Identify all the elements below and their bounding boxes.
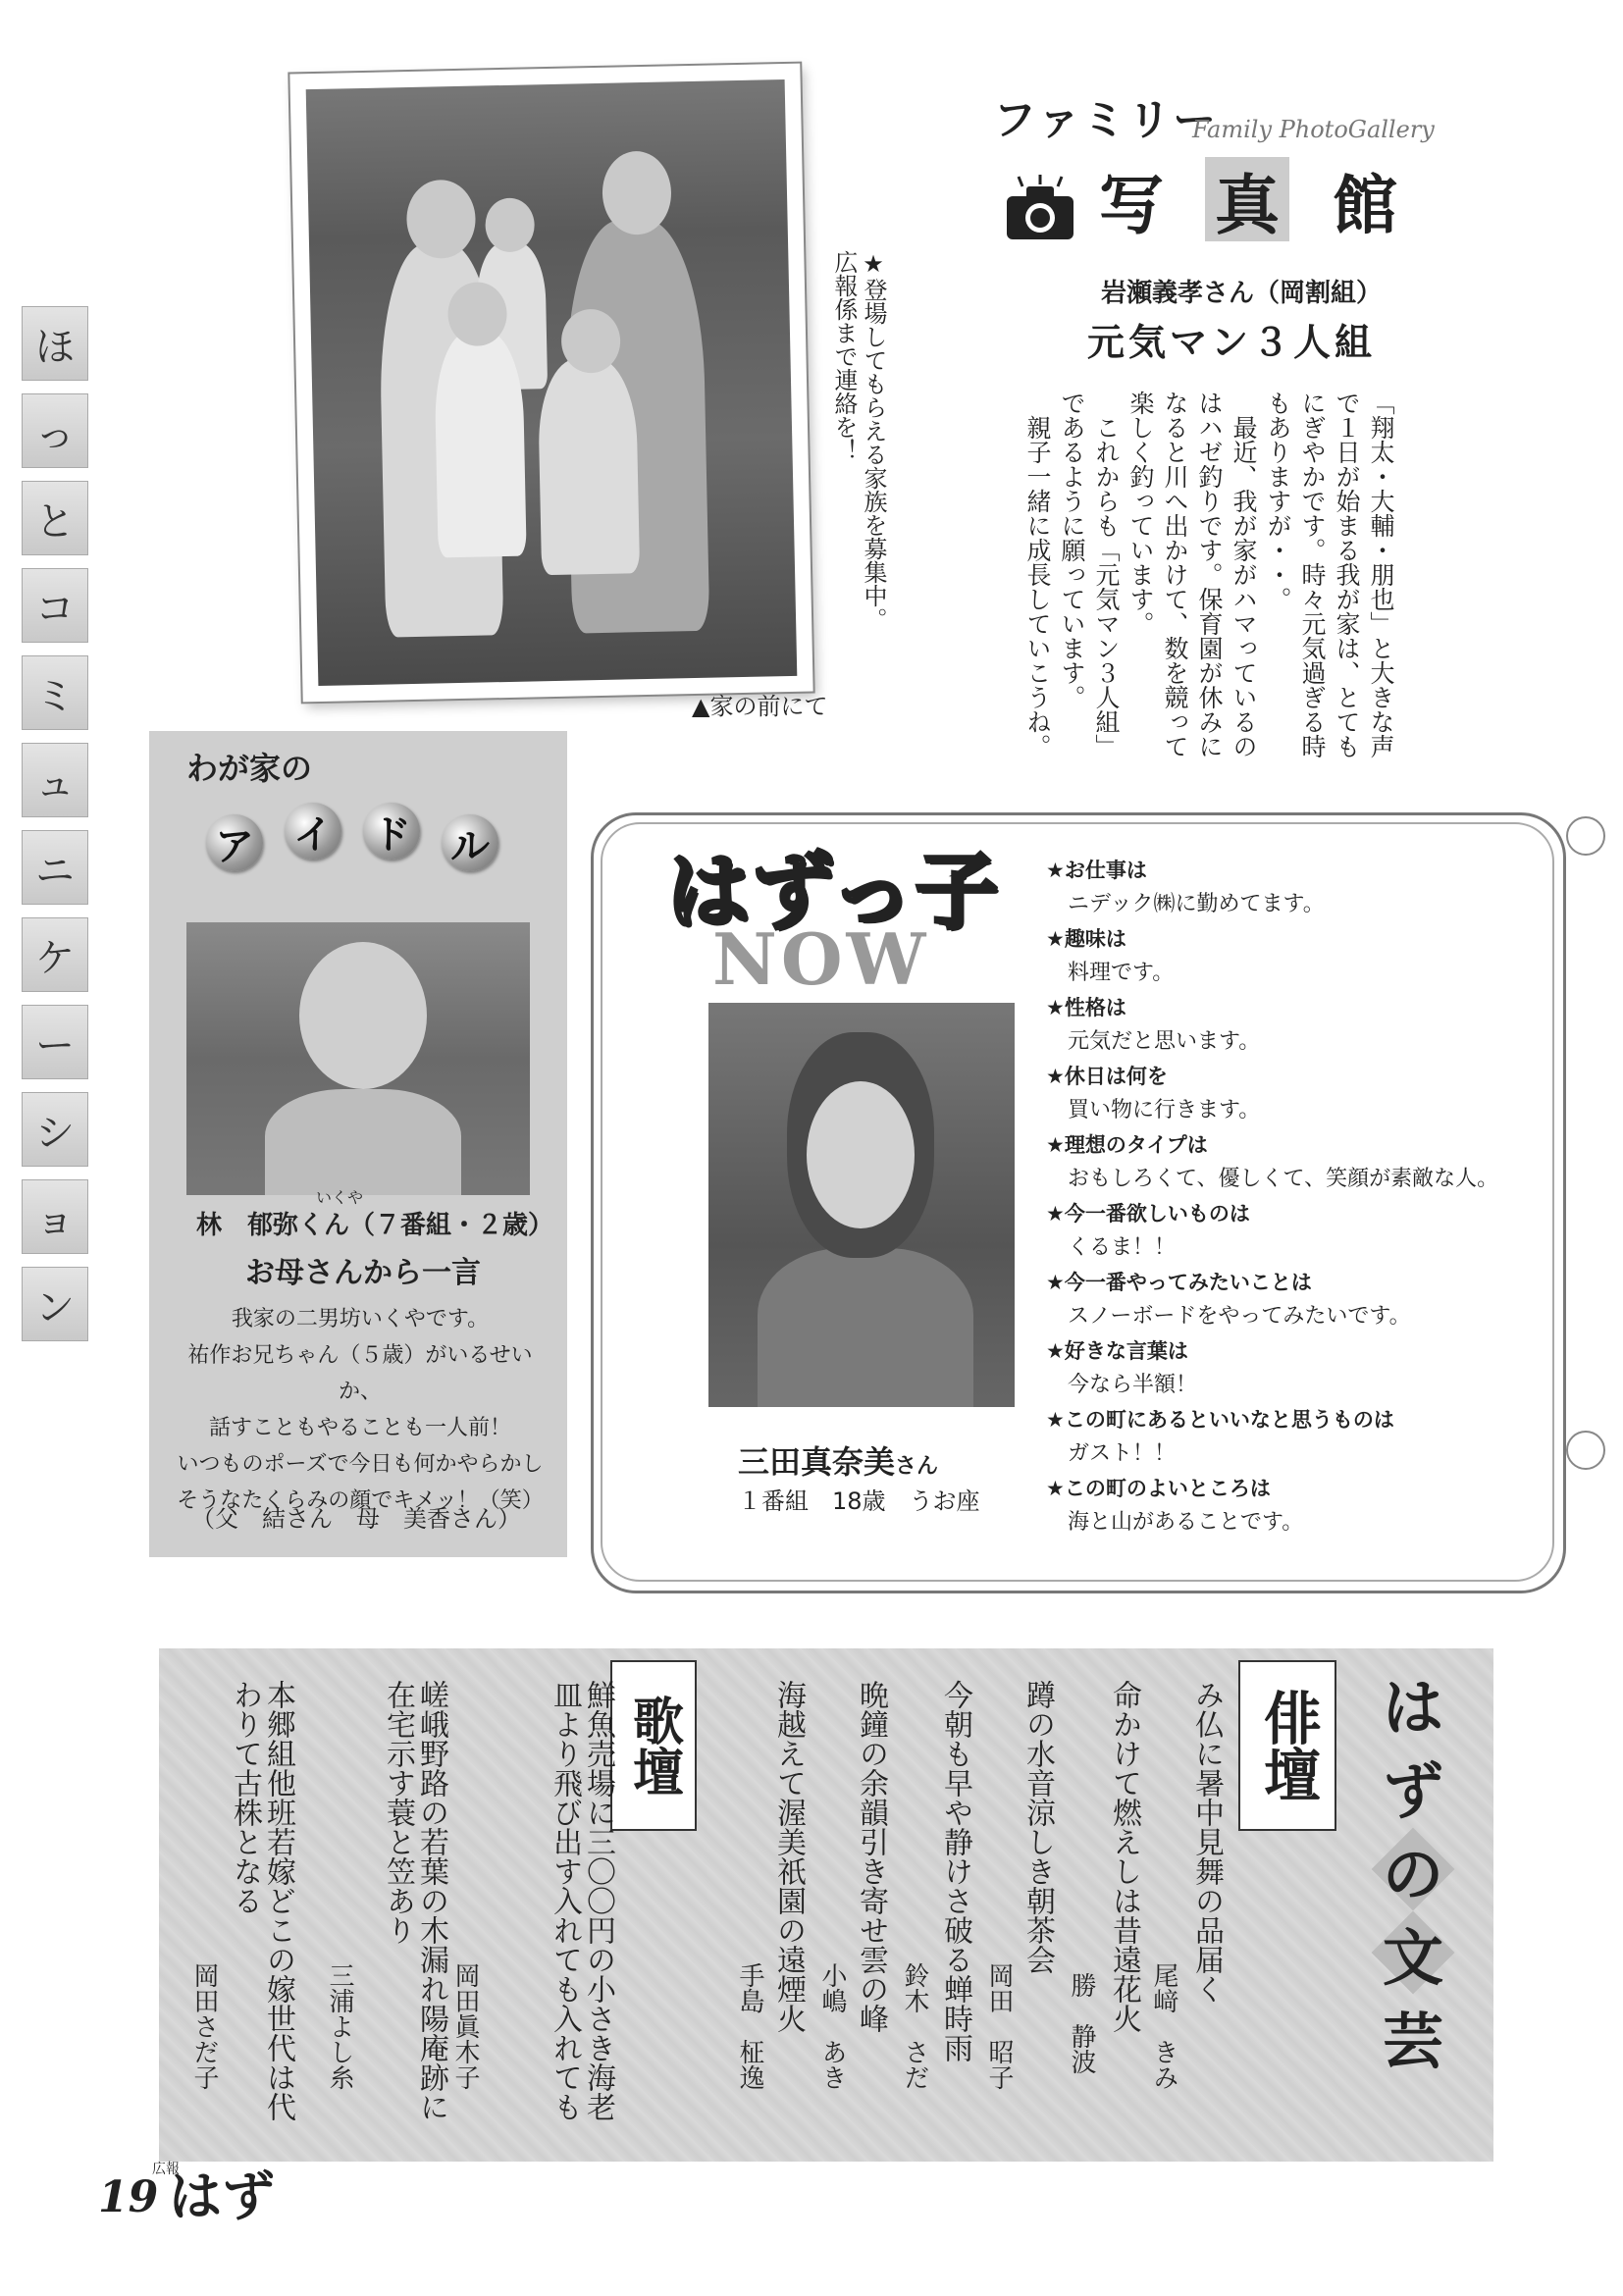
qa-question: ★今一番やってみたいことは — [1046, 1271, 1312, 1294]
haiku-poem: 今朝も早や静けさ破る蝉時雨 — [938, 1680, 972, 2062]
binder-hole — [1566, 816, 1605, 856]
family-photo-frame — [289, 64, 812, 703]
qa-answer: 買い物に行きます。 — [1068, 1098, 1261, 1122]
family-title-big-char: 真 — [1205, 157, 1289, 241]
bungei-title-char: 文 — [1383, 1921, 1444, 1994]
idol-name: 林 郁弥くん（７番組・２歳） — [196, 1211, 554, 1240]
head-father — [406, 180, 477, 259]
side-tab: と — [22, 481, 88, 555]
haiku-author: 岡田 昭子 — [984, 1962, 1014, 2090]
hazukko-name-suffix: さん — [895, 1454, 939, 1479]
idol-title-char: ド — [363, 803, 420, 860]
idol-comment: 我家の二男坊いくやです。 祐作お兄ちゃん（５歳）がいるせいか、 話すこともやることも一人前！ いつものポーズで今日も何かやらかしそうなたくらみの顔でキメッ！（笑） — [177, 1307, 544, 1513]
side-tab: ニ — [22, 830, 88, 905]
qa-question: ★好きな言葉は — [1046, 1339, 1188, 1363]
family-title-en: Family PhotoGallery — [1192, 116, 1435, 143]
qa-question: ★休日は何を — [1046, 1065, 1168, 1088]
hazukko-info: １番組 18歳 うお座 — [738, 1487, 980, 1515]
idol-title-char: ア — [206, 814, 263, 871]
qa-answer: ニデック㈱に勤めてます。 — [1068, 892, 1325, 916]
side-tab: ン — [22, 1267, 88, 1341]
tanka-author: 岡田さだ子 — [189, 1962, 219, 2090]
haiku-author: 小嶋 あき — [817, 1962, 847, 2090]
haiku-author: 手島 柾逸 — [735, 1962, 764, 2090]
qa-question: ★今一番欲しいものは — [1046, 1202, 1250, 1226]
idol-photo — [186, 922, 530, 1195]
qa-answer: ガスト！！ — [1068, 1441, 1177, 1466]
haiku-poem: 晩鐘の余韻引き寄せ雲の峰 — [854, 1680, 888, 2033]
idol-parents: （父 結さん 母 美香さん） — [191, 1505, 521, 1533]
bungei-title-char: の — [1383, 1838, 1444, 1910]
family-photo-caption: ▲家の前にて — [692, 693, 828, 720]
bungei-title-char: ず — [1383, 1754, 1444, 1827]
qa-question: ★この町のよいところは — [1046, 1477, 1271, 1500]
qa-answer: くるま！！ — [1068, 1235, 1177, 1260]
head-child — [485, 197, 535, 252]
qa-question: ★性格は — [1046, 996, 1126, 1019]
qa-answer: スノーボードをやってみたいです。 — [1068, 1304, 1411, 1329]
bungei-title-char: 芸 — [1383, 2005, 1444, 2077]
side-tab: ー — [22, 1005, 88, 1079]
side-tab: っ — [22, 393, 88, 468]
idol-photo-head — [299, 942, 427, 1089]
haiku-section-title: 俳壇 — [1238, 1660, 1336, 1831]
haiku-author: 勝 静波 — [1067, 1972, 1096, 2074]
hazukko-photo — [708, 1003, 1015, 1407]
qa-list — [1046, 854, 1537, 1540]
side-tab: ョ — [22, 1179, 88, 1254]
side-tab: ケ — [22, 917, 88, 992]
haiku-poem: 命かけて燃えしは昔遠花火 — [1107, 1680, 1141, 2033]
tanka-author: 岡田眞木子 — [450, 1962, 480, 2090]
tanka-poem: 嵯峨野路の若葉の木漏れ陽庵跡に在宅示す蓑と笠あり — [381, 1680, 448, 2121]
idol-title-char: ル — [442, 814, 498, 871]
qa-question: ★理想のタイプは — [1046, 1133, 1208, 1157]
tanka-poem: 鮮魚売場に三〇〇円の小さき海老皿より飛び出す入れても入れても — [548, 1680, 615, 2121]
qa-answer: 今なら半額！ — [1068, 1373, 1198, 1397]
figure-child — [538, 357, 641, 575]
side-tab: ミ — [22, 655, 88, 730]
idol-title-small: わが家の — [186, 750, 313, 787]
qa-answer: 料理です。 — [1068, 961, 1175, 985]
side-tabs — [22, 306, 86, 1354]
binder-hole — [1566, 1431, 1605, 1470]
page-number: 19 — [98, 2172, 159, 2222]
camera-icon — [1003, 175, 1077, 245]
bungei-title-char: は — [1383, 1671, 1444, 1744]
idol-photo-body — [265, 1089, 461, 1195]
hazukko-title: はずっ子 — [667, 844, 1000, 940]
tanka-poem: 本郷組他班若嫁どこの嫁世代は代わりて古株となる — [228, 1680, 295, 2121]
side-tab: シ — [22, 1092, 88, 1167]
figure-child — [434, 331, 527, 558]
qa-answer: 海と山があることです。 — [1068, 1510, 1304, 1535]
qa-question: ★この町にあるといいなと思うものは — [1046, 1408, 1394, 1432]
side-tab: ュ — [22, 743, 88, 817]
hazukko-now: NOW — [712, 917, 930, 1001]
haiku-author: 尾﨑 きみ — [1149, 1962, 1178, 2090]
hazukko-name-block — [738, 1437, 938, 1483]
family-author: 岩瀬義孝さん（岡割組） — [1101, 279, 1383, 308]
haiku-author: 鈴木 さだ — [900, 1962, 929, 2090]
family-title-big-char: 館 — [1333, 166, 1397, 243]
family-recruit-note: ★登場してもらえる家族を募集中。 広報係まで連絡を！ — [830, 250, 887, 631]
idol-title-char: イ — [285, 803, 341, 860]
haiku-poem: 蹲の水音涼しき朝茶会 — [1021, 1680, 1055, 1974]
qa-answer: 元気だと思います。 — [1068, 1029, 1261, 1054]
tanka-section-title: 歌壇 — [610, 1660, 697, 1831]
idol-section-title: お母さんから一言 — [245, 1256, 481, 1290]
side-tab: ほ — [22, 306, 88, 381]
footer-publication-name: はず — [169, 2166, 275, 2227]
haiku-poem: 海越えて渥美祇園の遠煙火 — [771, 1680, 806, 2033]
qa-answer: おもしろくて、優しくて、笑顔が素敵な人。 — [1068, 1167, 1499, 1191]
footer-koho: 広報 — [152, 2162, 180, 2177]
qa-question: ★趣味は — [1046, 927, 1126, 951]
hazukko-photo-face — [807, 1081, 915, 1228]
family-photo — [306, 79, 798, 686]
tanka-author: 三浦よし糸 — [325, 1962, 354, 2090]
family-body-text: 「翔太・大輔・朋也」と大きな声で１日が始まる我が家は、とてもにぎやかです。時々元気過ぎる時もありますが・・。 最近、我が家がハマっているのはハゼ釣りです。保育園が休みになると川へ出かけて、数を競って楽しく釣っています。 これからも「元気マン３人組」であるように願っています。 親子一緒に成長していこうね。 — [1023, 391, 1395, 758]
hazukko-name: 三田真奈美 — [738, 1443, 896, 1481]
hazukko-photo-body — [758, 1248, 973, 1407]
family-title-small: ファミリー — [993, 95, 1219, 145]
idol-name-ruby: いくや — [316, 1188, 364, 1207]
side-tab: コ — [22, 568, 88, 643]
head-mother — [602, 150, 672, 235]
qa-question: ★お仕事は — [1046, 859, 1147, 882]
haiku-poem: み仏に暑中見舞の品届く — [1189, 1680, 1224, 2004]
family-title-big-char: 写 — [1099, 166, 1164, 243]
family-subtitle: 元気マン３人組 — [1087, 321, 1377, 364]
